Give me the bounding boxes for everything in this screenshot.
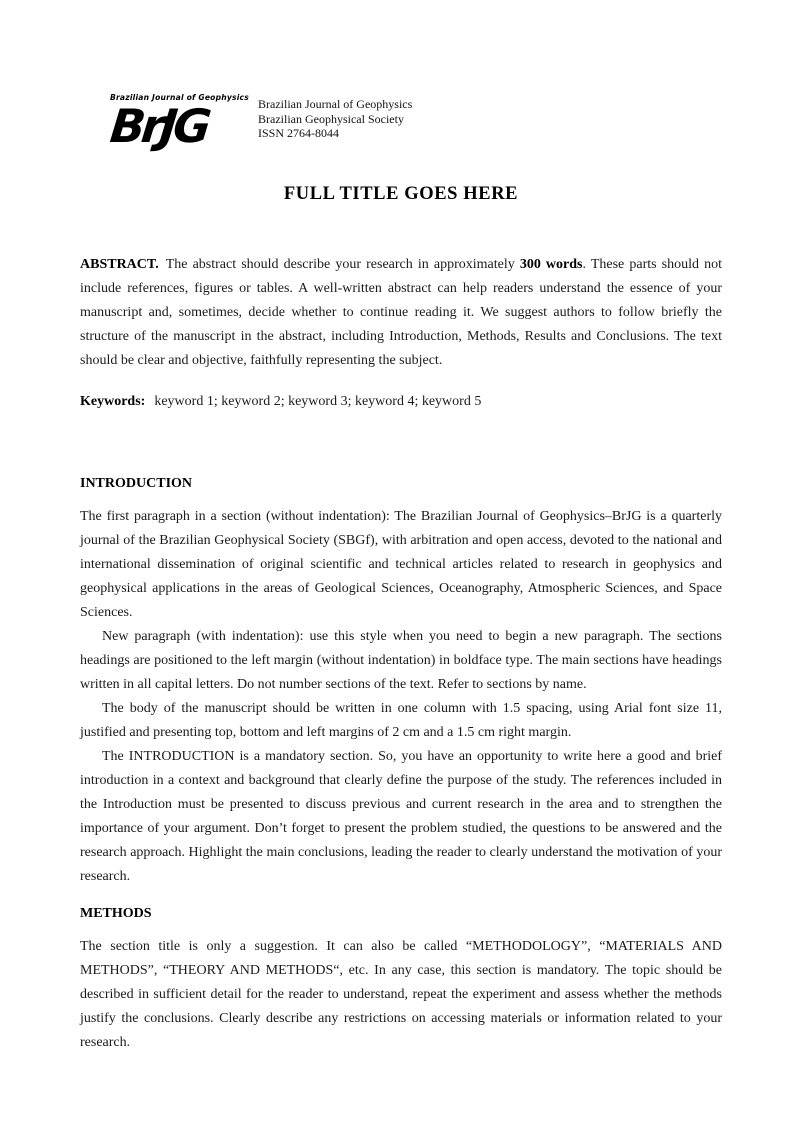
- section-heading-methods: METHODS: [80, 906, 152, 921]
- page-header: [107, 93, 722, 153]
- journal-logo: [107, 93, 249, 153]
- issn-number: ISSN 2764-8044: [258, 126, 340, 141]
- journal-info: [258, 93, 412, 141]
- introduction-paragraph-2: New paragraph (with indentation): use this style when you need to begin a new paragraph. The sections headings are positioned to the left margin (without indentation) in boldface type. The main sections have headings written in all capital letters. Do not number sections of the text. Refer to sections by name.: [80, 629, 722, 692]
- abstract-text-after: . These parts should not include references, figures or tables. A well-written abstract can help readers understand the essence of your manuscript and, sometimes, decide whether to continue reading it. We suggest authors to follow briefly the structure of the manuscript in the abstract, including Introduction, Methods, Results and Conclusions. The text should be clear and objective, faithfully representing the subject.: [80, 257, 722, 368]
- abstract-bold-phrase: 300 words: [519, 257, 583, 272]
- methods-paragraph-1: The section title is only a suggestion. It can also be called “METHODOLOGY”, “MATERIALS AND METHODS”, “THEORY AND METHODS“, etc. In any case, this section is mandatory. The topic should be described in sufficient detail for the reader to understand, repeat the experiment and assess whether the methods justify the conclusions. Clearly describe any restrictions on accessing materials or information related to your research.: [80, 939, 722, 1050]
- society-name: Brazilian Geophysical Society: [258, 111, 404, 126]
- keywords-value: keyword 1; keyword 2; keyword 3; keyword 4; keyword 5: [154, 394, 482, 409]
- paper-title: FULL TITLE GOES HERE: [283, 184, 519, 204]
- introduction-paragraph-4: The INTRODUCTION is a mandatory section. So, you have an opportunity to write here a good and brief introduction in a context and background that clearly define the purpose of the study. The references included in the Introduction must be presented to discuss previous and current research in the area and to strengthen the importance of your argument. Don’t forget to present the problem studied, the questions to be answered and the research approach. Highlight the main conclusions, leading the reader to clearly understand the motivation of your research.: [80, 749, 722, 884]
- introduction-paragraph-1: The first paragraph in a section (without indentation): The Brazilian Journal of Geophysics–BrJG is a quarterly journal of the Brazilian Geophysical Society (SBGf), with arbitration and open access, devoted to the national and international dissemination of original scientific and technical articles related to research in geophysics and geophysical applications in the areas of Geological Sciences, Oceanography, Atmospheric Sciences, and Space Sciences.: [80, 509, 722, 620]
- abstract-paragraph: [80, 253, 722, 373]
- section-heading-introduction: INTRODUCTION: [80, 476, 193, 491]
- keywords-line: [80, 390, 722, 414]
- journal-name: Brazilian Journal of Geophysics: [258, 97, 413, 111]
- logo-tagline: Brazilian Journal of Geophysics: [110, 93, 249, 102]
- logo-wordmark: BrJG: [107, 99, 210, 153]
- keywords-label: Keywords:: [80, 394, 146, 409]
- abstract-label: ABSTRACT.: [80, 257, 159, 272]
- introduction-paragraph-3: The body of the manuscript should be written in one column with 1.5 spacing, using Arial font size 11, justified and presenting top, bottom and left margins of 2 cm and a 1.5 cm right margin.: [80, 701, 722, 740]
- abstract-text-before: The abstract should describe your research in approximately: [165, 257, 520, 272]
